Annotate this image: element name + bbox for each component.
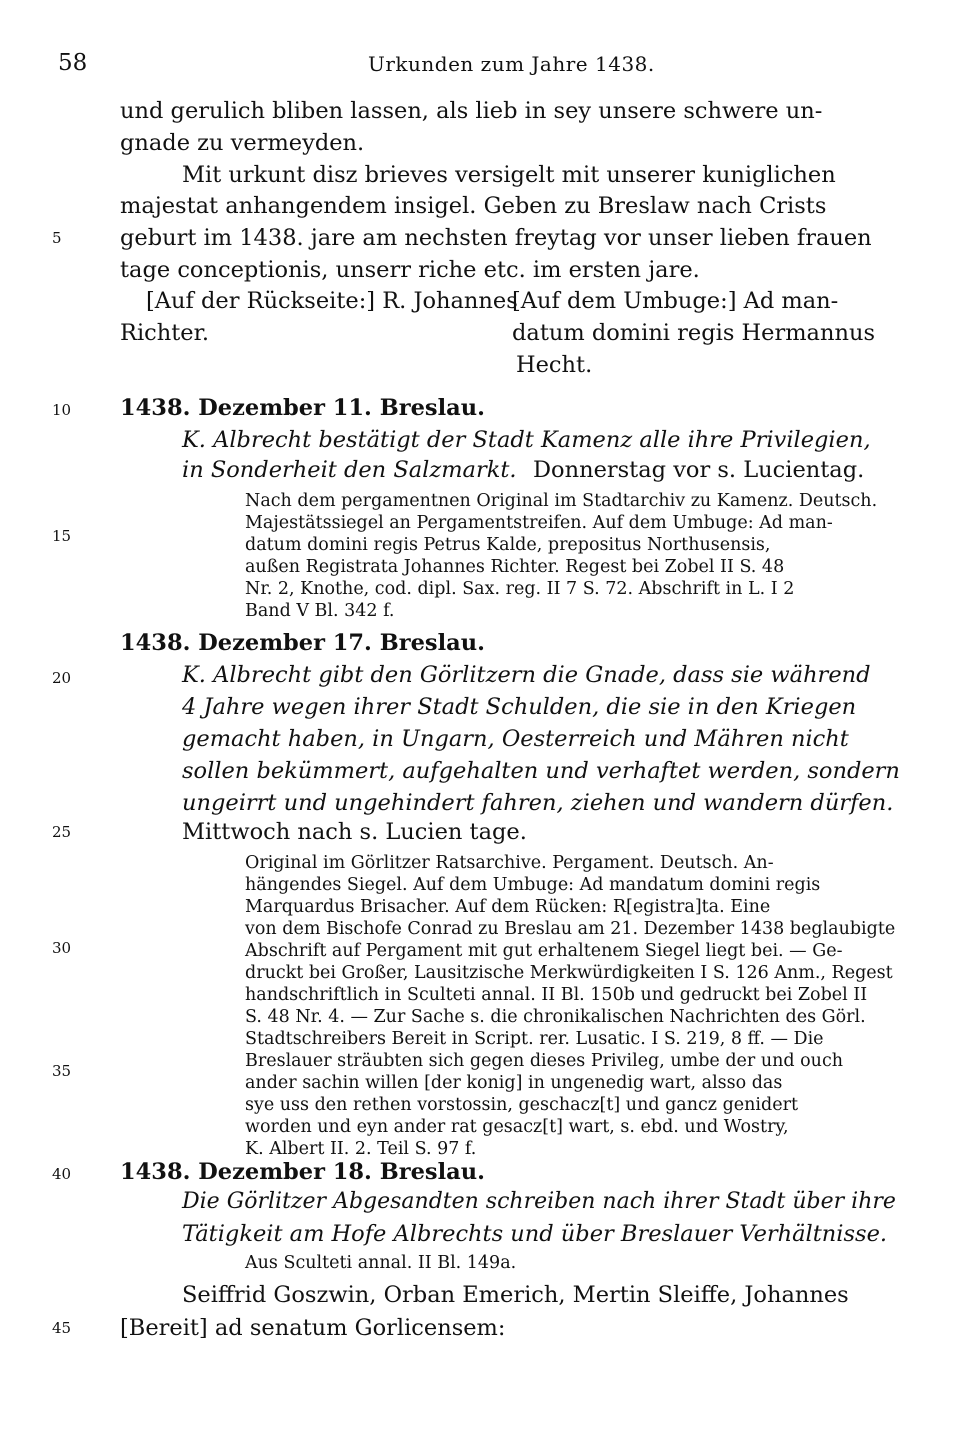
endorsement-fold: datum domini regis Hermannus [512, 320, 875, 346]
entry-date-heading: 1438. Dezember 11. Breslau. [120, 395, 485, 421]
entry-summary: in Sonderheit den Salzmarkt. [182, 457, 517, 483]
line-number: 30 [52, 939, 72, 957]
source-note: worden und eyn ander rat gesacz[t] wart, s. ebd. und Wostry, [245, 1117, 789, 1137]
entry-dating: Mittwoch nach s. Lucien tage. [182, 819, 527, 845]
entry-dating: Donnerstag vor s. Lucientag. [533, 457, 865, 483]
source-note: Nr. 2, Knothe, cod. dipl. Sax. reg. II 7 S. 72. Abschrift in L. I 2 [245, 579, 795, 599]
endorsement-fold: Hecht. [516, 352, 593, 378]
entry-summary: Tätigkeit am Hofe Albrechts und über Breslauer Verhältnisse. [182, 1221, 888, 1247]
text-line: tage conceptionis, unserr riche etc. im ersten jare. [120, 257, 700, 283]
text-line: majestat anhangendem insigel. Geben zu Breslaw nach Crists [120, 193, 827, 219]
entry-date-heading: 1438. Dezember 17. Breslau. [120, 630, 485, 656]
source-note: druckt bei Großer, Lausitzische Merkwürdigkeiten I S. 126 Anm., Regest [245, 963, 893, 983]
line-number: 40 [52, 1165, 72, 1183]
source-note: von dem Bischofe Conrad zu Breslau am 21. Dezember 1438 beglaubigte [245, 919, 896, 939]
source-note: sye uss den rethen vorstossin, geschacz[t] und gancz genidert [245, 1095, 798, 1115]
text-line: Seiffrid Goszwin, Orban Emerich, Mertin Sleiffe, Johannes [182, 1282, 849, 1308]
line-number: 35 [52, 1062, 72, 1080]
line-number: 45 [52, 1319, 72, 1337]
line-number: 5 [52, 229, 62, 247]
source-note: Stadtschreibers Bereit in Script. rer. Lusatic. I S. 219, 8 ff. — Die [245, 1029, 824, 1049]
source-note: Band V Bl. 342 f. [245, 601, 395, 621]
entry-summary: ungeirrt und ungehindert fahren, ziehen und wandern dürfen. [182, 790, 894, 816]
source-note: außen Registrata Johannes Richter. Regest bei Zobel II S. 48 [245, 557, 785, 577]
endorsement-fold: [Auf dem Umbuge:] Ad man- [512, 288, 839, 314]
text-line: und gerulich bliben lassen, als lieb in sey unsere schwere un- [120, 98, 823, 124]
source-note: Abschrift auf Pergament mit gut erhaltenem Siegel liegt bei. — Ge- [245, 941, 843, 961]
entry-date-heading: 1438. Dezember 18. Breslau. [120, 1159, 485, 1185]
line-number: 20 [52, 669, 72, 687]
running-title: Urkunden zum Jahre 1438. [368, 52, 655, 76]
line-number: 15 [52, 527, 72, 545]
source-note: Nach dem pergamentnen Original im Stadtarchiv zu Kamenz. Deutsch. [245, 491, 878, 511]
source-note: Original im Görlitzer Ratsarchive. Pergament. Deutsch. An- [245, 853, 774, 873]
entry-summary: K. Albrecht gibt den Görlitzern die Gnade, dass sie während [182, 662, 871, 688]
entry-summary: 4 Jahre wegen ihrer Stadt Schulden, die sie in den Kriegen [182, 694, 857, 720]
source-note: ander sachin willen [der konig] in ungenedig wart, alsso das [245, 1073, 783, 1093]
line-number: 10 [52, 401, 72, 419]
source-note: Aus Sculteti annal. II Bl. 149a. [245, 1253, 517, 1273]
source-note: Marquardus Brisacher. Auf dem Rücken: R[egistra]ta. Eine [245, 897, 771, 917]
source-note: datum domini regis Petrus Kalde, prepositus Northusensis, [245, 535, 771, 555]
source-note: hängendes Siegel. Auf dem Umbuge: Ad mandatum domini regis [245, 875, 821, 895]
endorsement-back: Richter. [120, 320, 210, 346]
text-line: geburt im 1438. jare am nechsten freytag vor unser lieben frauen [120, 225, 872, 251]
endorsement-back: [Auf der Rückseite:] R. Johannes [146, 288, 518, 314]
source-note: Breslauer sträubten sich gegen dieses Privileg, umbe der und ouch [245, 1051, 844, 1071]
entry-summary: Die Görlitzer Abgesandten schreiben nach ihrer Stadt über ihre [182, 1189, 896, 1214]
source-note: handschriftlich in Sculteti annal. II Bl. 150b und gedruckt bei Zobel II [245, 985, 868, 1005]
page-number: 58 [58, 50, 88, 76]
text-line: gnade zu vermeyden. [120, 130, 365, 156]
line-number: 25 [52, 823, 72, 841]
text-line: Mit urkunt disz brieves versigelt mit unserer kuniglichen [182, 162, 836, 188]
source-note: S. 48 Nr. 4. — Zur Sache s. die chronikalischen Nachrichten des Görl. [245, 1007, 866, 1027]
entry-summary: gemacht haben, in Ungarn, Oesterreich und Mähren nicht [182, 726, 849, 752]
entry-summary: K. Albrecht bestätigt der Stadt Kamenz alle ihre Privilegien, [182, 427, 871, 453]
source-note: K. Albert II. 2. Teil S. 97 f. [245, 1139, 477, 1159]
text-line: [Bereit] ad senatum Gorlicensem: [120, 1315, 506, 1341]
source-note: Majestätssiegel an Pergamentstreifen. Auf dem Umbuge: Ad man- [245, 513, 833, 533]
entry-summary: sollen bekümmert, aufgehalten und verhaftet werden, sondern [182, 758, 900, 784]
